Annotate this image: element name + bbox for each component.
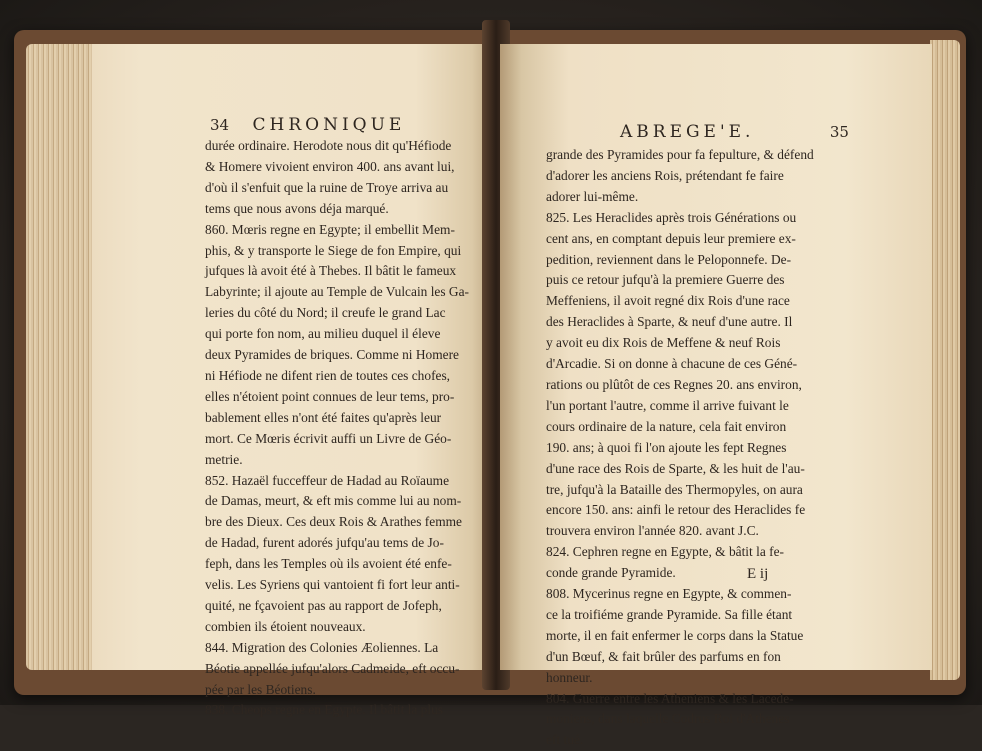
text-line: morte, il en fait enfermer le corps dans la Statue: [546, 627, 804, 643]
left-running-head: [210, 115, 405, 135]
text-line: bre des Dieux. Ces deux Rois & Arathes femme: [205, 514, 462, 530]
text-line: jufques là avoit été à Thebes. Il bâtit le fameux: [205, 263, 457, 279]
text-line: 824. Cephren regne en Egypte, & bâtit la fe-: [546, 544, 784, 560]
text-line: ce la troifiéme grande Pyramide. Sa fille étant: [546, 606, 793, 622]
text-line: combien ils étoient nouveaux.: [205, 618, 366, 634]
text-line: velis. Les Syriens qui vantoient fi fort leur anti-: [205, 577, 460, 593]
text-line: 838. Cheops regne en Egypte. Il bâtit la plus: [205, 702, 444, 718]
text-line: conde grande Pyramide.: [546, 565, 676, 581]
text-line: 190. ans; à quoi fi l'on ajoute les fept Regnes: [546, 439, 787, 455]
text-line: Meffeniens, il avoit regné dix Rois d'une race: [546, 293, 790, 309]
text-line: Béotie appellée jufqu'alors Cadmeide, eft occu-: [205, 660, 460, 676]
text-line: d'un Bœuf, & fait brûler des parfums en fon: [546, 648, 781, 664]
text-line: phis, & y transporte le Siege de fon Empire, qui: [205, 242, 462, 258]
text-line: de Hadad, furent adorés jufqu'au tems de Jo-: [205, 535, 444, 551]
text-line: de Damas, meurt, & eft mis comme lui au nom-: [205, 493, 462, 509]
text-line: 844. Migration des Colonies Æoliennes. La: [205, 639, 439, 655]
text-line: l'un portant l'autre, comme il arrive fuivant le: [546, 397, 789, 413]
text-line: 804. Guerre entre les Atheniens & les Lacede-: [546, 690, 794, 706]
text-line: 825. Les Heraclides après trois Générations ou: [546, 209, 797, 225]
text-line: durée ordinaire. Herodote nous dit qu'Héfiode: [205, 138, 452, 153]
right-page-edges: [930, 40, 960, 680]
text-line: bablement elles n'ont été faites qu'après leur: [205, 409, 442, 425]
text-line: qui porte fon nom, au milieu duquel il éleve: [205, 326, 441, 342]
text-line: adorer lui-même.: [546, 188, 639, 204]
text-line: tre, jufqu'à la Bataille des Thermopyles, on aura: [546, 481, 803, 497]
text-line: d'adorer les anciens Rois, prétendant fe faire: [546, 167, 784, 183]
text-line: ni Héfiode ne difent rien de toutes ces chofes,: [205, 367, 451, 383]
text-line: trouvera environ l'année 820. avant J.C.: [546, 523, 759, 539]
text-line: cent ans, en comptant depuis leur premiere ex-: [546, 230, 796, 246]
left-body-text: [205, 136, 469, 721]
text-line: grande des Pyramides pour fa fepulture, & défend: [546, 147, 814, 162]
text-line: 860. Mœris regne en Egypte; il embellit Mem-: [205, 221, 455, 237]
right-page: [500, 44, 932, 748]
text-line: y avoit eu dix Rois de Meffene & neuf Rois: [546, 335, 781, 351]
right-body-text: [546, 145, 814, 751]
text-line: feph, dans les Temples où ils avoient été enfe-: [205, 556, 452, 572]
text-line: encore 150. ans: ainfi le retour des Heraclides fe: [546, 502, 806, 518]
text-line: 808. Mycerinus regne en Egypte, & commen-: [546, 586, 792, 602]
text-line: des Heraclides à Sparte, & neuf d'une autre. Il: [546, 314, 793, 330]
text-line: quité, ne fçavoient pas au rapport de Jofeph,: [205, 597, 442, 613]
text-line: cours ordinaire de la nature, cela fait environ: [546, 418, 787, 434]
signature-mark: E ij: [747, 566, 769, 582]
text-line: d'une race des Rois de Sparte, & les huit de l'au-: [546, 460, 805, 476]
text-line: moniens, dans laquelle Codrus Roi d'Athenes: [546, 711, 790, 727]
text-line: deux Pyramides de briques. Comme ni Homere: [205, 347, 459, 363]
text-line: d'Arcadie. Si on donne à chacune de ces Géné-: [546, 356, 798, 372]
text-line: rations ou plûtôt de ces Regnes 20. ans environ,: [546, 376, 802, 392]
text-line: honneur.: [546, 669, 593, 685]
right-page-number: 35: [829, 123, 849, 141]
text-line: pedition, reviennent dans le Peloponnefe. De-: [546, 251, 792, 267]
right-running-title: ABREGE'E.: [620, 122, 755, 142]
text-line: puis ce retour jufqu'à la premiere Guerre des: [546, 272, 785, 288]
text-line: leries du côté du Nord; il creufe le grand Lac: [205, 305, 446, 321]
text-line: 852. Hazaël fucceffeur de Hadad au Roïaume: [205, 472, 450, 488]
text-line: metrie.: [205, 451, 243, 467]
text-line: tems que nous avons déja marqué.: [205, 200, 389, 216]
left-page-edges: [26, 44, 96, 670]
text-line: Labyrinte; il ajoute au Temple de Vulcain les Ga-: [205, 284, 469, 300]
left-page: [92, 44, 496, 718]
left-page-number: 34: [210, 116, 230, 134]
left-running-title: CHRONIQUE: [252, 115, 406, 135]
text-line: d'où il s'enfuit que la ruine de Troye arriva au: [205, 179, 449, 195]
text-line: pée par les Béotiens.: [205, 681, 316, 697]
text-line: mort. Ce Mœris écrivit auffi un Livre de Géo-: [205, 430, 452, 446]
text-line: eft tué.: [546, 732, 584, 748]
text-line: & Homere vivoient environ 400. ans avant lui,: [205, 158, 455, 174]
text-line: elles n'étoient point connues de leur tems, pro-: [205, 388, 455, 404]
right-running-head: [620, 122, 849, 142]
